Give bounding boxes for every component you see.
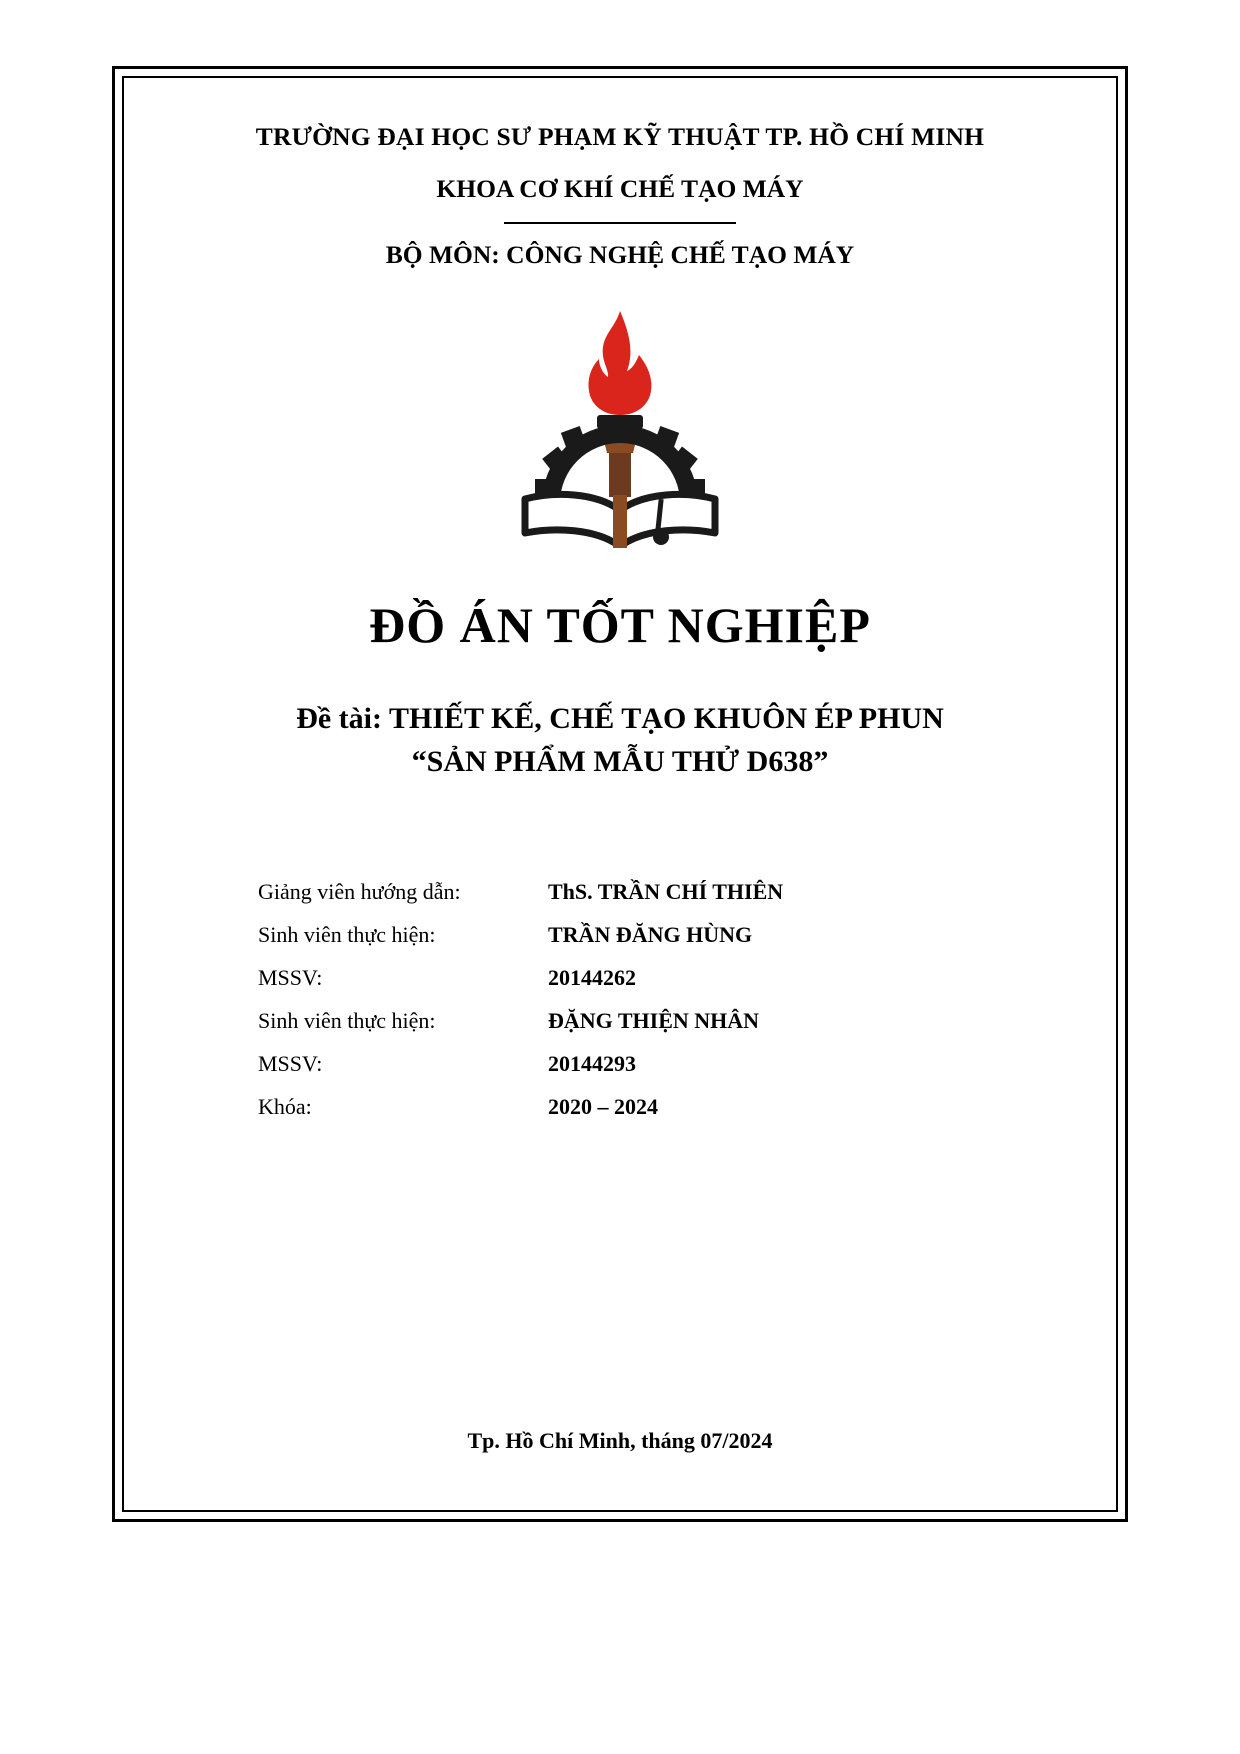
page-border-inner [122,76,1118,1512]
cover-content [124,78,1116,1510]
info-value: ThS. TRẦN CHÍ THIÊN [548,879,784,905]
subject-line-2: “SẢN PHẨM MẪU THỬ D638” [411,744,829,778]
info-value: 20144262 [548,965,636,991]
info-row [258,1008,1068,1034]
info-label: Giảng viên hướng dẫn: [258,879,461,905]
info-value: 2020 – 2024 [548,1094,658,1120]
thesis-subject [172,698,1068,783]
info-value: ĐẶNG THIỆN NHÂN [548,1008,760,1034]
info-row [258,1094,1068,1120]
department-name: BỘ MÔN: CÔNG NGHỆ CHẾ TẠO MÁY [385,240,855,269]
info-label: Khóa: [258,1094,312,1120]
info-label: MSSV: [258,965,323,991]
info-value: TRẦN ĐĂNG HÙNG [548,922,753,948]
info-row [258,922,1068,948]
header-divider [504,222,736,224]
footer-place-date: Tp. Hồ Chí Minh, tháng 07/2024 [467,1428,773,1453]
subject-line-1: THIẾT KẾ, CHẾ TẠO KHUÔN ÉP PHUN [388,702,944,735]
info-block [172,879,1068,1120]
info-value: 20144293 [548,1051,636,1077]
document-type-title: ĐỒ ÁN TỐT NGHIỆP [369,597,871,653]
info-row [258,965,1068,991]
info-label: Sinh viên thực hiện: [258,922,436,948]
info-row [258,879,1068,905]
university-name: TRƯỜNG ĐẠI HỌC SƯ PHẠM KỸ THUẬT TP. HỒ CHÍ MINH [255,122,985,151]
faculty-name: KHOA CƠ KHÍ CHẾ TẠO MÁY [436,174,804,203]
subject-label: Đề tài: [296,702,382,735]
info-label: Sinh viên thực hiện: [258,1008,436,1034]
page-border-outer [112,66,1128,1522]
info-label: MSSV: [258,1051,323,1077]
spkt-torch-book-logo-icon [505,303,735,548]
logo-container [172,300,1068,550]
info-row [258,1051,1068,1077]
